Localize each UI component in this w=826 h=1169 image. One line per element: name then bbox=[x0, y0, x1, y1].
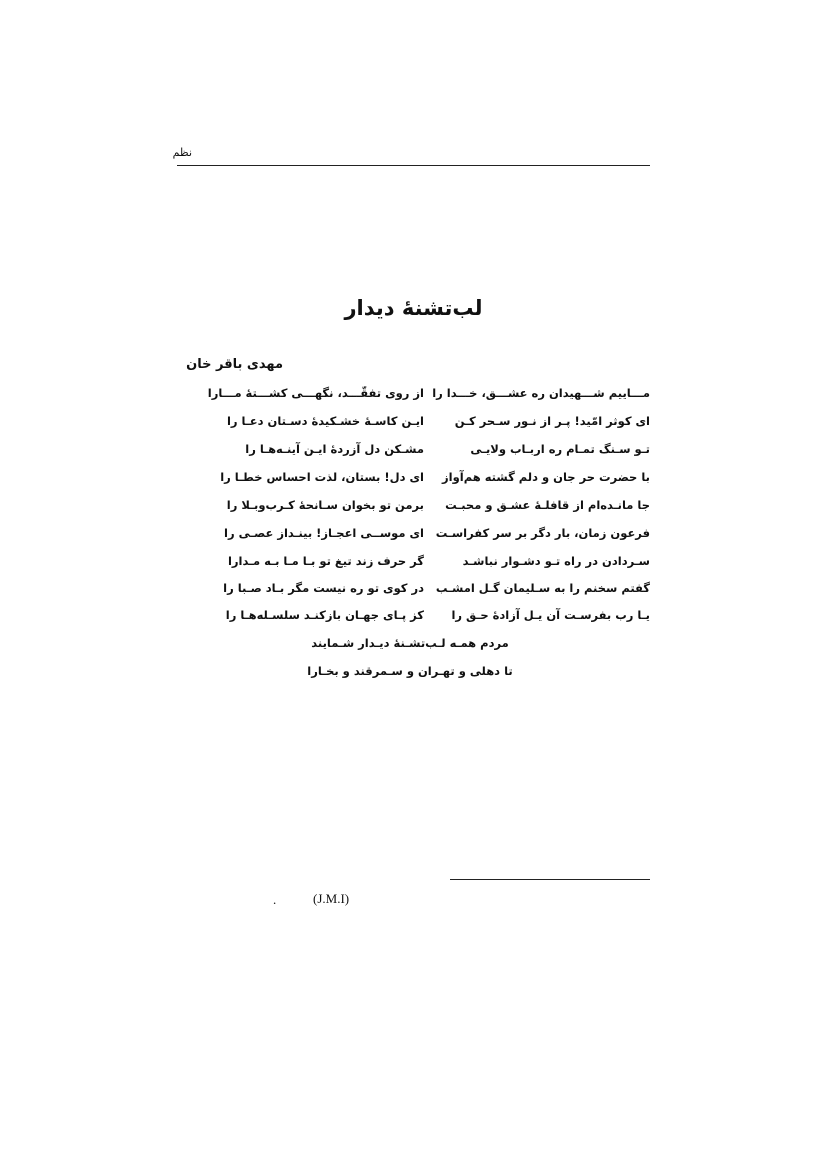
verse-second-hemistich: گر حرف زند تیغ تو بـا مـا بـه مـدارا bbox=[227, 554, 424, 568]
verse-first-hemistich: گفتم سخنم را به سـلیمان گـل امشـب bbox=[435, 581, 650, 595]
verse-first-hemistich: ای کوثر امّید! پـر از نـور سـحر کـن bbox=[454, 414, 650, 428]
verse-second-hemistich: کز پـای جهـان بازکنـد سلسـله‌هـا را bbox=[225, 608, 424, 622]
verse-first-hemistich: یـا رب بفرسـت آن یـل آزادهٔ حـق را bbox=[451, 608, 650, 622]
verse-second-hemistich: ای موســی اعجـاز! بینـداز عصـی را bbox=[224, 526, 424, 540]
footnote-reference: (J.M.I) bbox=[313, 891, 350, 906]
verse-second-hemistich: از روی تفقّـــد، نگهـــی کشـــتهٔ مـــارا bbox=[207, 386, 424, 400]
verse-second-hemistich: ای دل! بستان، لذت احساس خطـا را bbox=[220, 470, 424, 484]
poet-name: مهدی باقر خان bbox=[186, 357, 283, 372]
footnote-dot: . bbox=[273, 892, 277, 907]
verse-first-hemistich: مـــاییم شـــهیدان ره عشـــق، خـــدا را bbox=[432, 386, 650, 400]
header-rule bbox=[177, 165, 650, 166]
verse-first-hemistich: سـردادن در راه تـو دشـوار نباشـد bbox=[462, 554, 650, 568]
footnote-rule bbox=[450, 879, 650, 880]
section-label: نظم bbox=[172, 146, 192, 159]
verse-second-hemistich: در کوی تو ره نیست مگر بـاد صـبا را bbox=[223, 581, 424, 595]
closing-line: مردم همـه لـب‌تشـنهٔ دیـدار شـمایند bbox=[311, 636, 509, 650]
verse-first-hemistich: با حضرت حر جان و دلم گشته هم‌آواز bbox=[442, 470, 650, 484]
verse-first-hemistich: فرعون زمان، بار دگر بر سر کفراسـت bbox=[435, 526, 650, 540]
poem-title: لب‌تشنهٔ دیدار bbox=[344, 296, 483, 320]
verse-first-hemistich: تـو سـنگ تمـام ره اربـاب ولایـی bbox=[470, 442, 650, 456]
verse-second-hemistich: مشـکن دل آزردهٔ ایـن آینـه‌هـا را bbox=[245, 442, 424, 456]
verse-second-hemistich: برمن تو بخوان سـانحهٔ کـرب‌وبـلا را bbox=[226, 498, 424, 512]
closing-line: تا دهلی و تهـران و سـمرقند و بخـارا bbox=[307, 664, 513, 678]
verse-second-hemistich: ایـن کاسـهٔ خشـکیدهٔ دسـتان دعـا را bbox=[226, 414, 424, 428]
verse-first-hemistich: جا مانـده‌ام از قافلـهٔ عشـق و محبـت bbox=[445, 498, 650, 512]
